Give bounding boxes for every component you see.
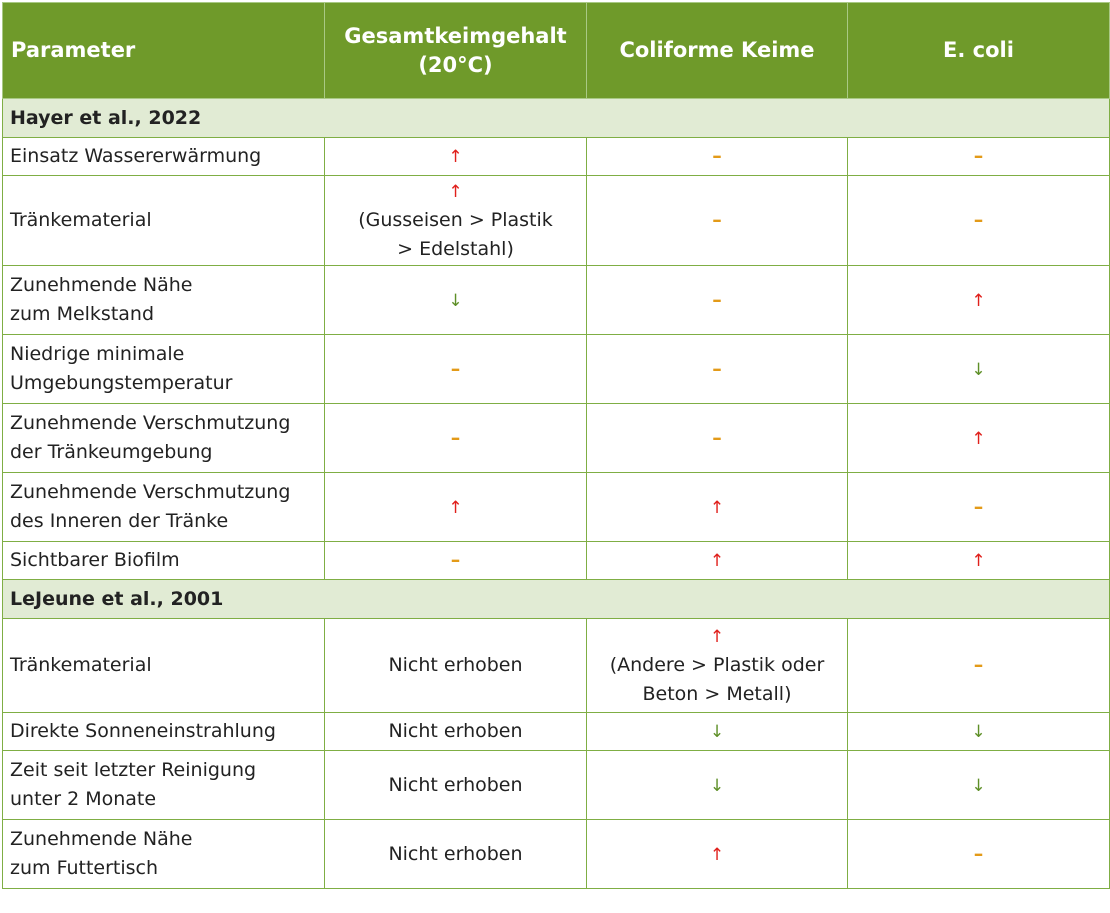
arrow-down-icon: ↓: [971, 359, 986, 380]
arrow-up-icon: ↑: [448, 497, 463, 518]
dash-icon: –: [712, 288, 722, 311]
dash-icon: –: [712, 209, 722, 231]
table-row: [3, 138, 1110, 176]
table-row: [3, 751, 1110, 820]
table-row: [3, 335, 1110, 404]
coliform-cell: [587, 713, 848, 751]
parameter-text: Zunehmende Nähe: [10, 274, 193, 296]
arrow-up-icon: ↑: [709, 497, 725, 518]
total-germ-count-cell: [325, 619, 587, 713]
dash-icon: –: [973, 209, 984, 231]
parameter-text: der Tränkeumgebung: [10, 441, 213, 463]
table-row: [3, 542, 1110, 580]
parameter-text: Zeit seit letzter Reinigung: [10, 759, 257, 781]
note-text: Beton > Metall): [642, 683, 792, 705]
dash-icon: –: [973, 495, 984, 518]
ecoli-cell: [848, 404, 1110, 473]
parameter-cell: [3, 266, 325, 335]
coliform-cell: [587, 542, 848, 580]
parameter-cell: [3, 542, 325, 580]
coliform-cell: [587, 751, 848, 820]
table-row: [3, 619, 1110, 713]
arrow-up-icon: ↑: [971, 551, 986, 571]
total-germ-count-cell: [325, 820, 587, 889]
parameter-cell: [3, 473, 325, 542]
ecoli-cell: [848, 619, 1110, 713]
header-total-germ-count-line1: Gesamtkeimgehalt: [344, 23, 567, 48]
arrow-up-icon: ↑: [448, 182, 463, 202]
coliform-cell: [587, 138, 848, 176]
parameter-text: zum Melkstand: [10, 303, 155, 325]
parameter-text: Tränkematerial: [10, 209, 152, 231]
ecoli-cell: [848, 542, 1110, 580]
dash-icon: –: [712, 145, 722, 167]
ecoli-cell: [848, 176, 1110, 266]
dash-icon: –: [450, 357, 461, 380]
coliform-cell: [587, 404, 848, 473]
coliform-cell: [587, 176, 848, 266]
coliform-cell: [587, 473, 848, 542]
total-germ-count-cell: [325, 404, 587, 473]
note-text: (Gusseisen > Plastik: [358, 209, 553, 231]
ecoli-cell: [848, 473, 1110, 542]
ecoli-cell: [848, 713, 1110, 751]
parameter-text: Zunehmende Verschmutzung: [10, 481, 291, 503]
section-title: LeJeune et al., 2001: [3, 580, 1110, 619]
arrow-up-icon: ↑: [971, 290, 986, 311]
parameter-text: Zunehmende Verschmutzung: [10, 412, 291, 434]
total-germ-count-cell: [325, 138, 587, 176]
parameter-text: Niedrige minimale: [10, 343, 185, 365]
table-row: [3, 266, 1110, 335]
dash-icon: –: [973, 145, 984, 167]
ecoli-cell: [848, 266, 1110, 335]
coliform-cell: [587, 619, 848, 713]
header-ecoli: E. coli: [848, 3, 1110, 99]
dash-icon: –: [712, 426, 722, 449]
parameter-cell: [3, 713, 325, 751]
arrow-down-icon: ↓: [448, 290, 463, 311]
total-germ-count-cell: [325, 335, 587, 404]
coliform-cell: [587, 335, 848, 404]
arrow-up-icon: ↑: [971, 428, 986, 449]
parameter-cell: [3, 751, 325, 820]
section-row: [3, 580, 1110, 619]
header-coliform: Coliforme Keime: [587, 3, 848, 99]
parameter-text: Umgebungstemperatur: [10, 372, 233, 394]
total-germ-count-cell: [325, 713, 587, 751]
header-total-germ-count: [325, 3, 587, 99]
arrow-down-icon: ↓: [971, 722, 986, 742]
not-collected-text: Nicht erhoben: [388, 654, 523, 676]
parameter-text: des Inneren der Tränke: [10, 510, 229, 532]
header-row: [3, 3, 1110, 99]
total-germ-count-cell: [325, 751, 587, 820]
not-collected-text: Nicht erhoben: [388, 773, 523, 796]
table-row: [3, 713, 1110, 751]
dash-icon: –: [973, 842, 984, 865]
total-germ-count-cell: [325, 542, 587, 580]
dash-icon: –: [450, 549, 461, 571]
dash-icon: –: [973, 654, 984, 676]
parameter-text: Zunehmende Nähe: [10, 828, 193, 850]
total-germ-count-cell: [325, 176, 587, 266]
parameter-text: Sichtbarer Biofilm: [10, 549, 180, 571]
header-parameter: Parameter: [3, 3, 325, 99]
table-row: [3, 820, 1110, 889]
parameter-text: Einsatz Wassererwärmung: [10, 145, 262, 167]
parameter-cell: [3, 176, 325, 266]
coliform-cell: [587, 266, 848, 335]
note-text: (Andere > Plastik oder: [609, 654, 825, 676]
arrow-up-icon: ↑: [709, 627, 725, 647]
ecoli-cell: [848, 335, 1110, 404]
not-collected-text: Nicht erhoben: [388, 842, 523, 865]
parameter-cell: [3, 619, 325, 713]
arrow-up-icon: ↑: [709, 551, 725, 571]
coliform-cell: [587, 820, 848, 889]
ecoli-cell: [848, 138, 1110, 176]
header-total-germ-count-line2: (20°C): [418, 52, 493, 77]
ecoli-cell: [848, 751, 1110, 820]
total-germ-count-cell: [325, 266, 587, 335]
not-collected-text: Nicht erhoben: [388, 720, 523, 742]
table-row: [3, 176, 1110, 266]
parameter-cell: [3, 138, 325, 176]
results-table: [2, 2, 1110, 889]
parameter-text: Tränkematerial: [10, 654, 152, 676]
table-row: [3, 404, 1110, 473]
parameter-cell: [3, 404, 325, 473]
note-text: > Edelstahl): [397, 238, 514, 260]
arrow-down-icon: ↓: [971, 775, 986, 796]
ecoli-cell: [848, 820, 1110, 889]
dash-icon: –: [450, 426, 461, 449]
parameter-text: Direkte Sonneneinstrahlung: [10, 720, 276, 742]
total-germ-count-cell: [325, 473, 587, 542]
parameter-text: unter 2 Monate: [10, 788, 157, 810]
arrow-up-icon: ↑: [448, 147, 463, 167]
arrow-down-icon: ↓: [709, 722, 725, 742]
dash-icon: –: [712, 357, 722, 380]
parameter-text: zum Futtertisch: [10, 857, 159, 879]
section-title: Hayer et al., 2022: [3, 99, 1110, 138]
parameter-cell: [3, 335, 325, 404]
section-row: [3, 99, 1110, 138]
arrow-down-icon: ↓: [709, 775, 725, 796]
arrow-up-icon: ↑: [709, 844, 725, 865]
table-row: [3, 473, 1110, 542]
parameter-cell: [3, 820, 325, 889]
